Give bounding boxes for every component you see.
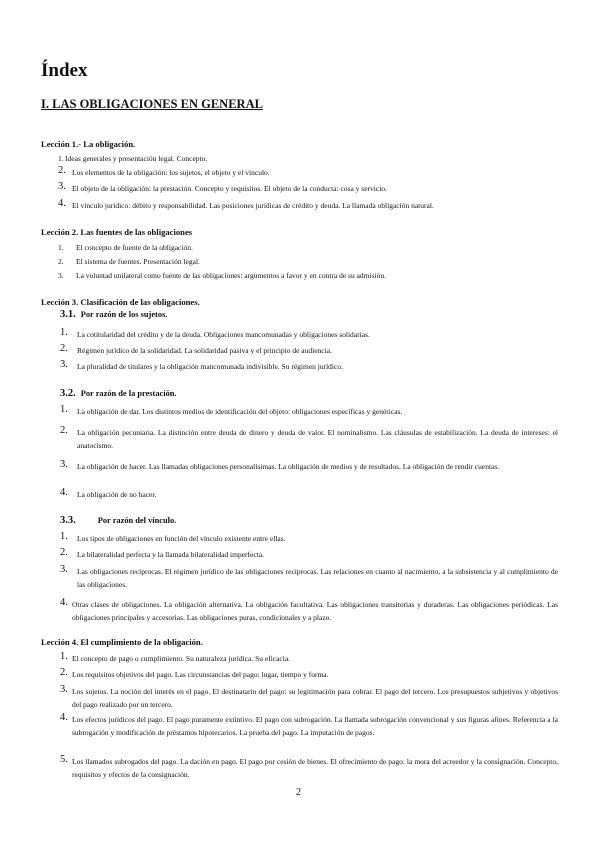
list-item	[58, 269, 558, 282]
item-number: 1.	[58, 243, 64, 252]
item-number: 1.	[60, 651, 68, 662]
part-name: LAS OBLIGACIONES EN GENERAL	[52, 97, 263, 111]
list-item	[60, 360, 558, 373]
list-item	[58, 241, 558, 254]
list-item	[60, 426, 558, 452]
section-heading	[60, 515, 176, 526]
section-title: Por razón del vínculo.	[97, 516, 177, 525]
item-text: Los tipos de obligaciones en función del vínculo existente entre ellas.	[77, 534, 286, 543]
item-number: 4.	[60, 597, 68, 608]
item-number: 5.	[60, 754, 68, 765]
list-item	[60, 685, 558, 711]
item-text: Los llamados subrogados del pago. La dación en pago. El pago por cesión de bienes. El ofrecimiento de pago: la mora del acreedor y la consignación. Concepto, requisitos y efectos de la consignación.	[72, 757, 558, 779]
item-text: La obligación de no hacer.	[77, 490, 157, 499]
item-number: 2.	[60, 343, 68, 354]
item-text: Los sujetos. La noción del interés en el pago. El destinatario del pago: su legitimación para cobrar. El pago del tercero. Los presupuestos subjetivos y objetivos del pago realizado por un tercero.	[72, 687, 558, 709]
list-item	[60, 755, 558, 781]
item-text: El vínculo jurídico: débito y responsabilidad. Las posiciones jurídicas de crédito y deuda. La llamada obligación natural.	[72, 201, 434, 210]
list-item	[58, 255, 558, 268]
list-item	[60, 548, 558, 561]
item-text: La obligación pecuniaria. La distinción entre deuda de dinero y deuda de valor. El nominalismo. Las cláusulas de estabilización. La deuda de intereses: el anatocismo.	[77, 428, 558, 450]
item-number: 3.	[58, 271, 64, 280]
item-text: La obligación de dar. Los distintos medios de identificación del objeto: obligaciones específicas y genéricas.	[77, 407, 403, 416]
lesson-title: Lección 1.- La obligación.	[41, 139, 136, 149]
item-text: La bilateralidad perfecta y la llamada bilateralidad imperfecta.	[77, 550, 264, 559]
item-text: El sistema de fuentes. Presentación legal.	[76, 257, 200, 266]
item-number: 1.	[60, 404, 68, 415]
item-number: 2.	[60, 667, 68, 678]
index-title: Índex	[41, 60, 88, 81]
item-number: 2.	[58, 165, 66, 176]
part-title	[41, 97, 263, 112]
list-item	[60, 532, 558, 545]
item-text: La pluralidad de titulares y la obligación mancomunada indivisible. Su régimen jurídico.	[77, 362, 343, 371]
item-number: 4.	[58, 198, 66, 209]
list-item	[58, 199, 558, 212]
lesson-title: Lección 3. Clasificación de las obligaciones.	[41, 297, 200, 307]
item-number: 3.	[60, 359, 68, 370]
item-text: Las obligaciones recíprocas. El régimen jurídico de las obligaciones recíprocas. Las relaciones en cuanto al nacimiento, a la subsistencia y al cumplimiento de las obligaciones.	[77, 567, 558, 589]
list-item	[60, 488, 558, 501]
item-text: La cotitularidad del crédito y de la deuda. Obligaciones mancomunadas y obligaciones solidarias.	[77, 330, 370, 339]
item-text: La voluntad unilateral como fuente de las obligaciones: argumentos a favor y en contra de su admisión.	[76, 271, 386, 280]
item-number: 3.	[60, 459, 68, 470]
item-text: Los elementos de la obligación: los sujetos, el objeto y el vínculo.	[72, 168, 270, 177]
lesson-title: Lección 4. El cumplimiento de la obligación.	[41, 637, 203, 647]
item-text: Los requisitos objetivos del pago. Las circunstancias del pago: lugar, tiempo y forma.	[72, 670, 329, 679]
item-text: Ideas generales y presentación legal. Concepto.	[65, 154, 208, 163]
list-item	[58, 166, 558, 179]
item-number: 4.	[60, 487, 68, 498]
item-text: Los efectos jurídicos del pago. El pago puramente extintivo. El pago con subrogación. La llamada subrogación convencional y sus figuras afines. Referencia a la subrogación y modificación de préstamos hipotecarios. La prueba del pago. La imputación de pagos.	[72, 715, 558, 737]
lesson-title: Lección 2. Las fuentes de las obligaciones	[41, 227, 193, 237]
section-number: 3.2.	[60, 388, 76, 399]
item-text: El concepto de fuente de la obligación.	[76, 243, 193, 252]
item-number: 2.	[58, 257, 64, 266]
list-item	[58, 182, 558, 195]
section-heading	[60, 309, 167, 320]
item-number: 2.	[60, 547, 68, 558]
list-item	[60, 668, 558, 681]
item-text: Régimen jurídico de la solidaridad. La solidaridad pasiva y el principio de audiencia.	[77, 346, 332, 355]
item-number: 3.	[58, 181, 66, 192]
section-number: 3.1.	[60, 309, 76, 320]
list-item	[60, 713, 558, 739]
item-number: 2.	[60, 425, 68, 436]
item-text: El concepto de pago o cumplimiento. Su naturaleza jurídica. Su eficacia.	[72, 654, 291, 663]
section-title: Por razón de la prestación.	[80, 389, 177, 398]
list-item	[60, 598, 558, 624]
item-text: La obligación de hacer. Las llamadas obligaciones personalísimas. La obligación de medios y de resultados. La obligación de rendir cuentas.	[77, 462, 500, 471]
item-number: 4.	[60, 712, 68, 723]
list-item	[60, 328, 558, 341]
item-text: Otras clases de obligaciones. La obligación alternativa. La obligación facultativa. Las obligaciones transitorias y duraderas. Las obligaciones periódicas. Las obligaciones principales y accesorias. Las obligaciones puras, condicionales y a plazo.	[72, 600, 558, 622]
list-item	[60, 344, 558, 357]
part-number: I.	[41, 97, 49, 111]
section-heading	[60, 388, 177, 399]
item-number: 1.	[60, 531, 68, 542]
item-number: 3.	[60, 564, 68, 575]
section-number: 3.3.	[60, 515, 76, 526]
list-item	[58, 152, 558, 165]
page-number: 2	[296, 787, 301, 798]
list-item	[60, 460, 558, 473]
item-text: El objeto de la obligación: la prestación. Concepto y requisitos. El objeto de la conducta: cosa y servicio.	[72, 184, 387, 193]
section-title: Por razón de los sujetos.	[80, 310, 168, 319]
item-number: 1.	[60, 327, 68, 338]
list-item	[60, 565, 558, 591]
item-number: 1.	[58, 154, 64, 163]
list-item	[60, 405, 558, 418]
item-number: 3.	[60, 684, 68, 695]
list-item	[60, 652, 558, 665]
